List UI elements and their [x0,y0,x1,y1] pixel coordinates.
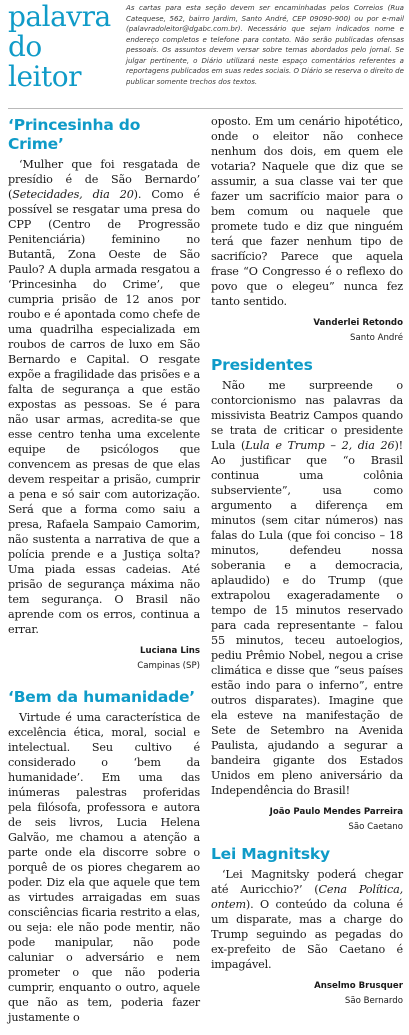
letter-body [8,710,200,1025]
letter-author: João Paulo Mendes Parreira [269,807,403,817]
letter-presidentes [211,356,403,833]
section-intro: As cartas para esta seção devem ser encaminhadas pelos Correios (Rua Catequese, 562, bairro Jardim, Santo André, CEP 09090-900) ou por e-mail (palavradoleitor@dgabc.com.br). Necessário que sejam indicados nome e endereço completos e telefone para contato. Não serão publicadas ofensas pessoais. Os assuntos devem versar sobre temas abordados pelo jornal. Se julgar pertinente, o Diário utilizará neste espaço comentários referentes a reportagens publicados em suas redes sociais. O Diário se reserva o direito de publicar somente trechos dos textos. [126,3,404,86]
letter-bem-da-humanidade-continued [211,114,403,344]
letter-princesinha [8,116,200,672]
letter-text: Não me surpreende o contorcionismo nas palavras da missivista Beatriz Campos quando se trata de criticar o presidente Lula ( [211,379,403,452]
letter-citation: Cena Política, ontem [211,883,404,911]
letter-place: Campinas (SP) [137,661,200,671]
letter-headline: ‘Bem da humanidade’ [8,688,195,706]
letter-headline: Lei Magnitsky [211,845,330,863]
header-divider [8,108,403,109]
section-title [8,2,118,92]
left-column [8,114,200,1025]
letter-place: São Caetano [348,822,403,832]
letter-citation: Setecidades, dia 20 [12,188,134,201]
letter-body [8,157,200,637]
letter-author: Luciana Lins [140,646,200,656]
letter-text: )! Ao justificar que “o Brasil continua uma colônia subserviente”, usa como argumento a diferença em minutos (sem citar números) nas falas do Lula (que foi conciso – 18 minutos, defendeu nossa soberania e a democracia, aplaudido) e do Trump (que extrapolou exageradamente o tempo de 15 minutos reservado para cada representante – falou 55 minutos, teceu autoelogios, pediu Prêmio Nobel, negou a crise climática e disse que “seus países estão indo para o inferno”, entre outros disparates). Imagine que ela esteve na manifestação de Sete de Setembro na Avenida Paulista, ajudando a segurar a bandeira gigante dos Estados Unidos em pleno aniversário da Independência do Brasil! [211,439,403,797]
letter-place: São Bernardo [344,996,403,1006]
letter-text: ‘Lei Magnitsky poderá chegar até Auricchio?’ ( [211,868,403,896]
letter-body [211,378,403,798]
section-header [8,0,403,108]
right-column [211,114,403,1007]
letter-text: ). Como é possível se resgatar uma presa do CPP (Centro de Progressão Penitenciária) feminino no Butantã, Zona Oeste de São Paulo? A dupla armada resgatou a ‘Princesinha do Crime’, que cumpria prisão de 12 anos por roubo e é apontada como chefe de uma quadrilha especializada em roubos de carros de luxo em São Bernardo e Capital. O resgate expõe a fragilidade das prisões e a falta de segurança a que estão expostas as pessoas. Se é para não usar armas, acredita-se que esse centro tenha uma excelente equipe de psicólogos que convencem as presas de que elas devem respeitar a prisão, cumprir a pena e só sair com autorização. Será que a forma como saiu a presa, Rafaela Sampaio Camorim, não sustenta a narrativa de que a polícia prende e a Justiça solta? Uma piada essas cadeias. Até prisão de segurança máxima não tem segurança. O Brasil não aprende com os erros, continua a errar. [8,188,200,636]
section-title-line-2: do leitor [8,30,81,93]
letter-bem-da-humanidade [8,688,200,1025]
letter-headline: Presidentes [211,356,313,374]
letter-text: Virtude é uma característica de excelência ética, moral, social e intelectual. Seu cultivo é considerado o ‘bem da humanidade’. Em uma das inúmeras palestras proferidas pela filósofa, professora e autora de seis livros, Lucia Helena Galvão, me chamou a atenção a parte onde ela discorre sobre o porquê de os piores chegarem ao poder. Diz ela que aquele que tem as virtudes arraigadas em suas consciências ficaria restrito a elas, ou seja: ele não pode mentir, não pode manipular, não pode caluniar o adversário e nem prometer o que não poderia cumprir, enquanto o outro, aquele que não as tem, poderia fazer justamente o [8,711,200,1024]
letter-citation: Lula e Trump – 2, dia 26 [245,439,395,452]
letter-place: Santo André [350,333,403,343]
letter-text: ). O conteúdo da coluna é um disparate, mas a charge do Trump seguindo as pegadas do ex-prefeito de São Caetano é impagável. [211,898,403,971]
letter-headline: ‘Princesinha do Crime’ [8,116,141,153]
letter-lei-magnitsky [211,845,403,1007]
letter-text: ‘Mulher que foi resgatada de presídio é de São Bernardo’ ( [8,158,200,201]
letter-body-continued: oposto. Em um cenário hipotético, onde o eleitor não conhece nenhum dos dois, em quem ele votaria? Naquele que diz que se assumir, a sua classe vai ter que fazer um sacrifício maior para o bem comum ou naquele que promete tudo e diz que ninguém terá que fazer nenhum tipo de sacrifício? Parece que aquela frase “O Congresso é o reflexo do povo que o elegeu” nunca fez tanto sentido. [211,115,403,308]
letter-body [211,867,403,972]
letter-author: Anselmo Brusquer [314,981,403,991]
letter-author: Vanderlei Retondo [313,318,403,328]
section-title-line-1: palavra [8,0,111,33]
